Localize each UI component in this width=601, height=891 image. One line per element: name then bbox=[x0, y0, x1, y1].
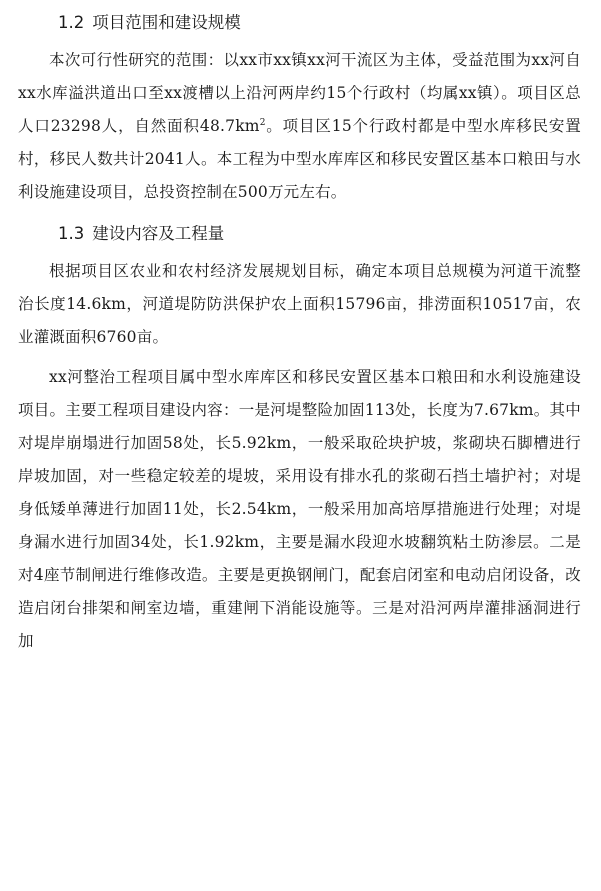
section-number: 1.3 bbox=[58, 224, 85, 243]
paragraph-project-scope bbox=[18, 44, 581, 209]
superscript: 2 bbox=[259, 117, 266, 128]
section-heading-1-2 bbox=[18, 2, 581, 44]
paragraph-text: 本次可行性研究的范围：以xx市xx镇xx河干流区为主体，受益范围为xx河自xx水库溢洪道出口至xx渡槽以上沿河两岸约15个行政村（均属xx镇）。项目区总人口23298人，自然面积48.7km bbox=[18, 51, 581, 135]
paragraph-scale: 根据项目区农业和农村经济发展规划目标，确定本项目总规模为河道干流整治长度14.6km，河道堤防防洪保护农上面积15796亩，排涝面积10517亩，农业灌溉面积6760亩。 bbox=[18, 262, 581, 346]
section-title: 建设内容及工程量 bbox=[92, 224, 225, 243]
paragraph-text-continued: 。项目区15个行政村都是中型水库移民安置村，移民人数共计2041人。本工程为中型水库库区和移民安置区基本口粮田与水利设施建设项目，总投资控制在500万元左右。 bbox=[18, 117, 581, 201]
section-heading-1-3 bbox=[18, 213, 581, 255]
section-number: 1.2 bbox=[58, 13, 85, 32]
section-title: 项目范围和建设规模 bbox=[92, 13, 241, 32]
paragraph-construction-content: xx河整治工程项目属中型水库库区和移民安置区基本口粮田和水利设施建设项目。主要工程项目建设内容：一是河堤整险加固113处，长度为7.67km。其中对堤岸崩塌进行加固58处，长5.92km，一般采取砼块护坡，浆砌块石脚槽进行岸坡加固，对一些稳定较差的堤坡，采用设有排水孔的浆砌石挡土墙护衬；对堤身低矮单薄进行加固11处，长2.54km，一般采用加高培厚措施进行处理；对堤身漏水进行加固34处，长1.92km，主要是漏水段迎水坡翻筑粘土防渗层。二是对4座节制闸进行维修改造。主要是更换钢闸门，配套启闭室和电动启闭设备，改造启闭台排架和闸室边墙，重建闸下消能设施等。三是对沿河两岸灌排涵洞进行加 bbox=[18, 368, 581, 650]
